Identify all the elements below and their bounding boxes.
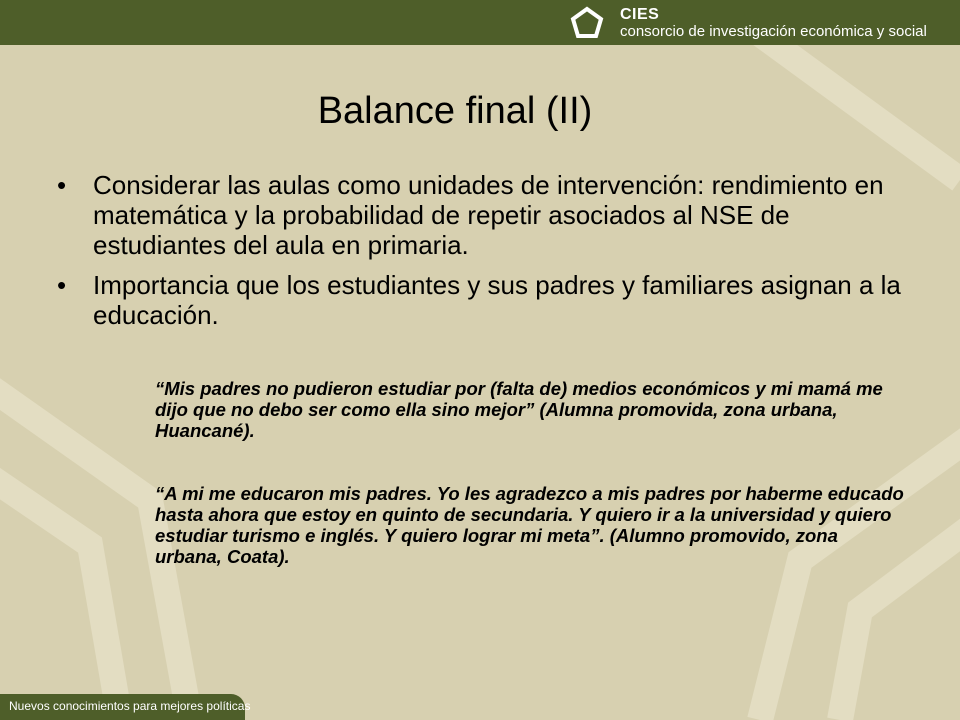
- pentagon-logo-icon: [570, 6, 604, 40]
- footer-tagline: Nuevos conocimientos para mejores políticas: [9, 699, 251, 713]
- bullet-dot: •: [57, 270, 67, 300]
- bullet-dot: •: [57, 170, 67, 200]
- bullet-item: [55, 270, 915, 330]
- bullet-text: Considerar las aulas como unidades de intervención: rendimiento en matemática y la probabilidad de repetir asociados al NSE de estudiantes del aula en primaria.: [93, 170, 884, 260]
- quote-text: “Mis padres no pudieron estudiar por (falta de) medios económicos y mi mamá me dijo que no debo ser como ella sino mejor” (Alumna promovida, zona urbana, Huancané).: [155, 378, 883, 441]
- bullet-list: [55, 170, 915, 340]
- brand-tagline: consorcio de investigación económica y social: [620, 23, 927, 40]
- bullet-text: Importancia que los estudiantes y sus padres y familiares asignan a la educación.: [93, 270, 901, 330]
- bullet-item: [55, 170, 915, 260]
- brand-name: CIES: [620, 6, 660, 23]
- slide-title: Balance final (II): [317, 90, 593, 132]
- header-bar: [0, 0, 960, 45]
- footer-bar: [0, 694, 251, 720]
- quote-text: “A mi me educaron mis padres. Yo les agradezco a mis padres por haberme educado hasta ahora que estoy en quinto de secundaria. Y quiero ir a la universidad y quiero estudiar turismo e inglés. Y quiero lograr mi meta”. (Alumno promovido, zona urbana, Coata).: [155, 483, 904, 567]
